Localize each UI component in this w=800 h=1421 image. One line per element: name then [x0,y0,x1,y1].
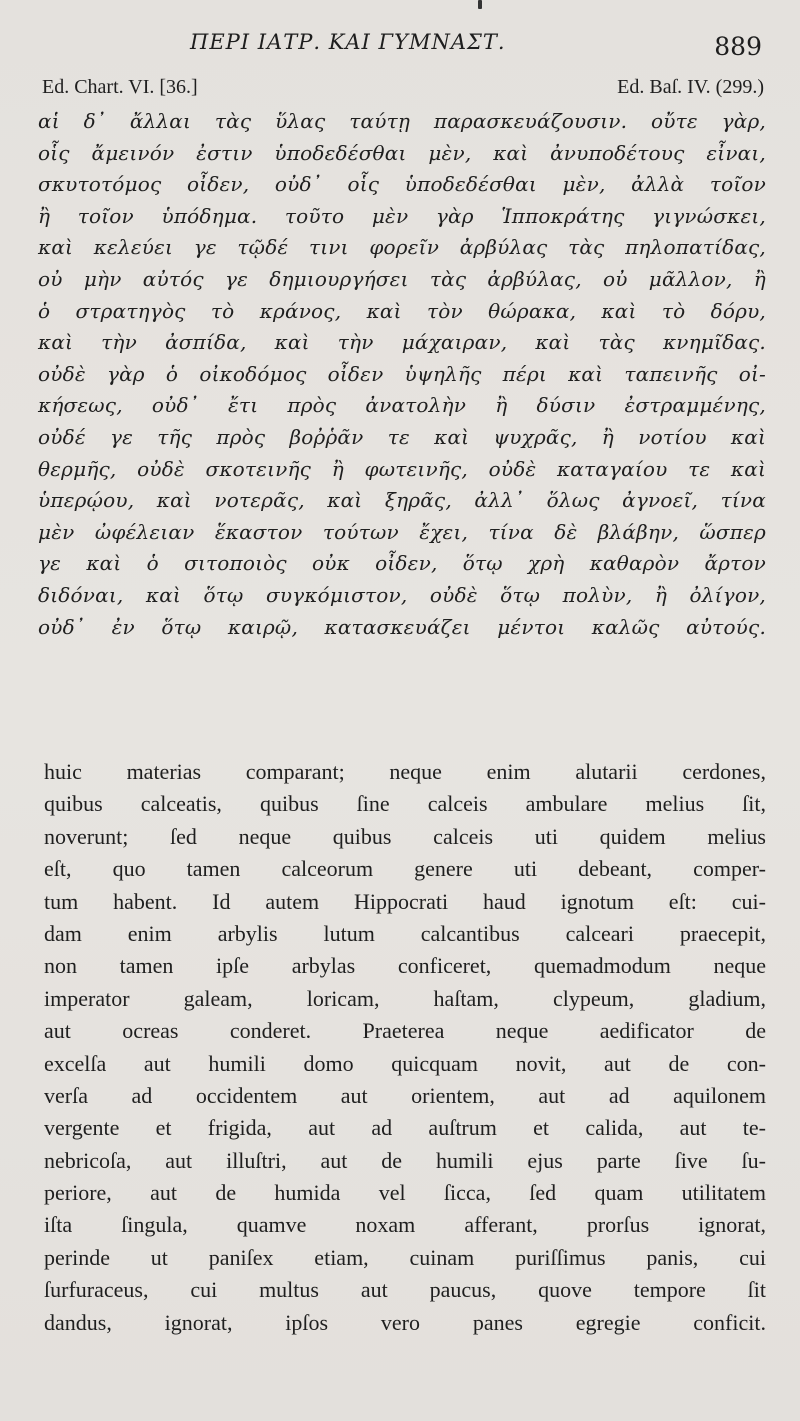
greek-line: οἷς ἄμεινόν ἐστιν ὑποδεδέσθαι μὲν, καὶ ἀνυποδέτους εἶναι, [38,140,766,165]
latin-line: eſt, quo tamen calceorum genere uti debeant, comper- [44,856,766,882]
greek-line: μὲν ὠφέλειαν ἕκαστον τούτων ἔχει, τίνα δὲ βλάβην, ὥσπερ [38,519,766,544]
latin-line: quibus calceatis, quibus ſine calceis ambulare melius ſit, [44,791,766,817]
latin-line: ſurfuraceus, cui multus aut paucus, quove tempore ſit [44,1277,766,1303]
edition-reference-line [42,76,764,102]
latin-line: non tamen ipſe arbylas conficeret, quemadmodum neque [44,953,766,979]
latin-line: periore, aut de humida vel ſicca, ſed quam utilitatem [44,1180,766,1206]
edition-basel-reference: Ed. Baſ. IV. (299.) [617,76,764,98]
greek-line: ὁ στρατηγὸς τὸ κράνος, καὶ τὸν θώρακα, καὶ τὸ δόρυ, [38,298,766,323]
latin-line: excelſa aut humili domo quicquam novit, aut de con- [44,1050,766,1076]
greek-line: καὶ κελεύει γε τῷδέ τινι φορεῖν ἀρβύλας τὰς πηλοπατίδας, [38,235,766,260]
latin-line: nebricoſa, aut illuſtri, aut de humili ejus parte ſive ſu- [44,1147,766,1173]
greek-line: καὶ τὴν ἀσπίδα, καὶ τὴν μάχαιραν, καὶ τὰς κνημῖδας. [38,330,766,355]
latin-line: dam enim arbylis lutum calcantibus calceari praecepit, [44,920,766,946]
greek-text-block [38,106,766,643]
greek-line: οὐ μὴν αὐτός γε δημιουργήσει τὰς ἀρβύλας, οὐ μᾶλλον, ἢ [38,266,766,291]
latin-line: huic materias comparant; neque enim alutarii cerdones, [44,759,766,784]
latin-line: perinde ut paniſex etiam, cuinam puriſſimus panis, cui [44,1244,766,1270]
greek-line: ὑπερῴου, καὶ νοτερᾶς, καὶ ξηρᾶς, ἀλλ᾽ ὅλως ἀγνοεῖ, τίνα [38,488,766,513]
latin-line: imperator galeam, loricam, haſtam, clypeum, gladium, [44,985,766,1011]
latin-line: verſa ad occidentem aut orientem, aut ad aquilonem [44,1082,766,1108]
edition-chart-reference: Ed. Chart. VI. [36.] [42,76,198,98]
latin-line: iſta ſingula, quamve noxam afferant, prorſus ignorat, [44,1212,766,1238]
running-head [0,30,800,64]
greek-line: σκυτοτόμος οἶδεν, οὐδ᾽ οἷς ὑποδεδέσθαι μὲν, ἀλλὰ τοῖον [38,172,766,197]
greek-line: αἱ δ᾽ ἄλλαι τὰς ὕλας ταύτῃ παρασκευάζουσιν. οὔτε γὰρ, [38,109,766,133]
greek-line: διδόναι, καὶ ὅτῳ συγκόμιστον, οὐδὲ ὅτῳ πολὺν, ἢ ὀλίγον, [38,582,766,607]
greek-line: κήσεως, οὐδ᾽ ἔτι πρὸς ἀνατολὴν ἢ δύσιν ἐστραμμένης, [38,393,766,418]
greek-line: γε καὶ ὁ σιτοποιὸς οὐκ οἶδεν, ὅτῳ χρὴ καθαρὸν ἄρτον [38,551,766,576]
page-number: 889 [714,32,762,61]
latin-line: noverunt; ſed neque quibus calceis uti quidem melius [44,823,766,849]
greek-line: ἢ τοῖον ὑπόδημα. τοῦτο μὲν γὰρ Ἱπποκράτης γιγνώσκει, [38,203,766,228]
latin-line: tum habent. Id autem Hippocrati haud ignotum eſt: cui- [44,888,766,914]
latin-line: aut ocreas conderet. Praeterea neque aedificator de [44,1018,766,1044]
running-title: ΠΕΡΙ ΙΑΤΡ. ΚΑΙ ΓΥΜΝΑΣΤ. [190,30,506,54]
greek-line: οὐδ᾽ ἐν ὅτῳ καιρῷ, κατασκευάζει μέντοι καλῶς αὐτούς. [38,614,766,639]
greek-line: οὐδὲ γὰρ ὁ οἰκοδόμος οἶδεν ὑψηλῆς πέρι καὶ ταπεινῆς οἰ- [38,361,766,386]
latin-line: dandus, ignorat, ipſos vero panes egregie conficit. [44,1309,766,1335]
greek-line: θερμῆς, οὐδὲ σκοτεινῆς ἢ φωτεινῆς, οὐδὲ καταγαίου τε καὶ [38,456,766,481]
ink-speck [478,0,482,9]
greek-line: οὐδέ γε τῆς πρὸς βοῤῥᾶν τε καὶ ψυχρᾶς, ἢ νοτίου καὶ [38,424,766,449]
latin-line: vergente et frigida, aut ad auſtrum et calida, aut te- [44,1115,766,1141]
latin-text-block [44,756,766,1339]
